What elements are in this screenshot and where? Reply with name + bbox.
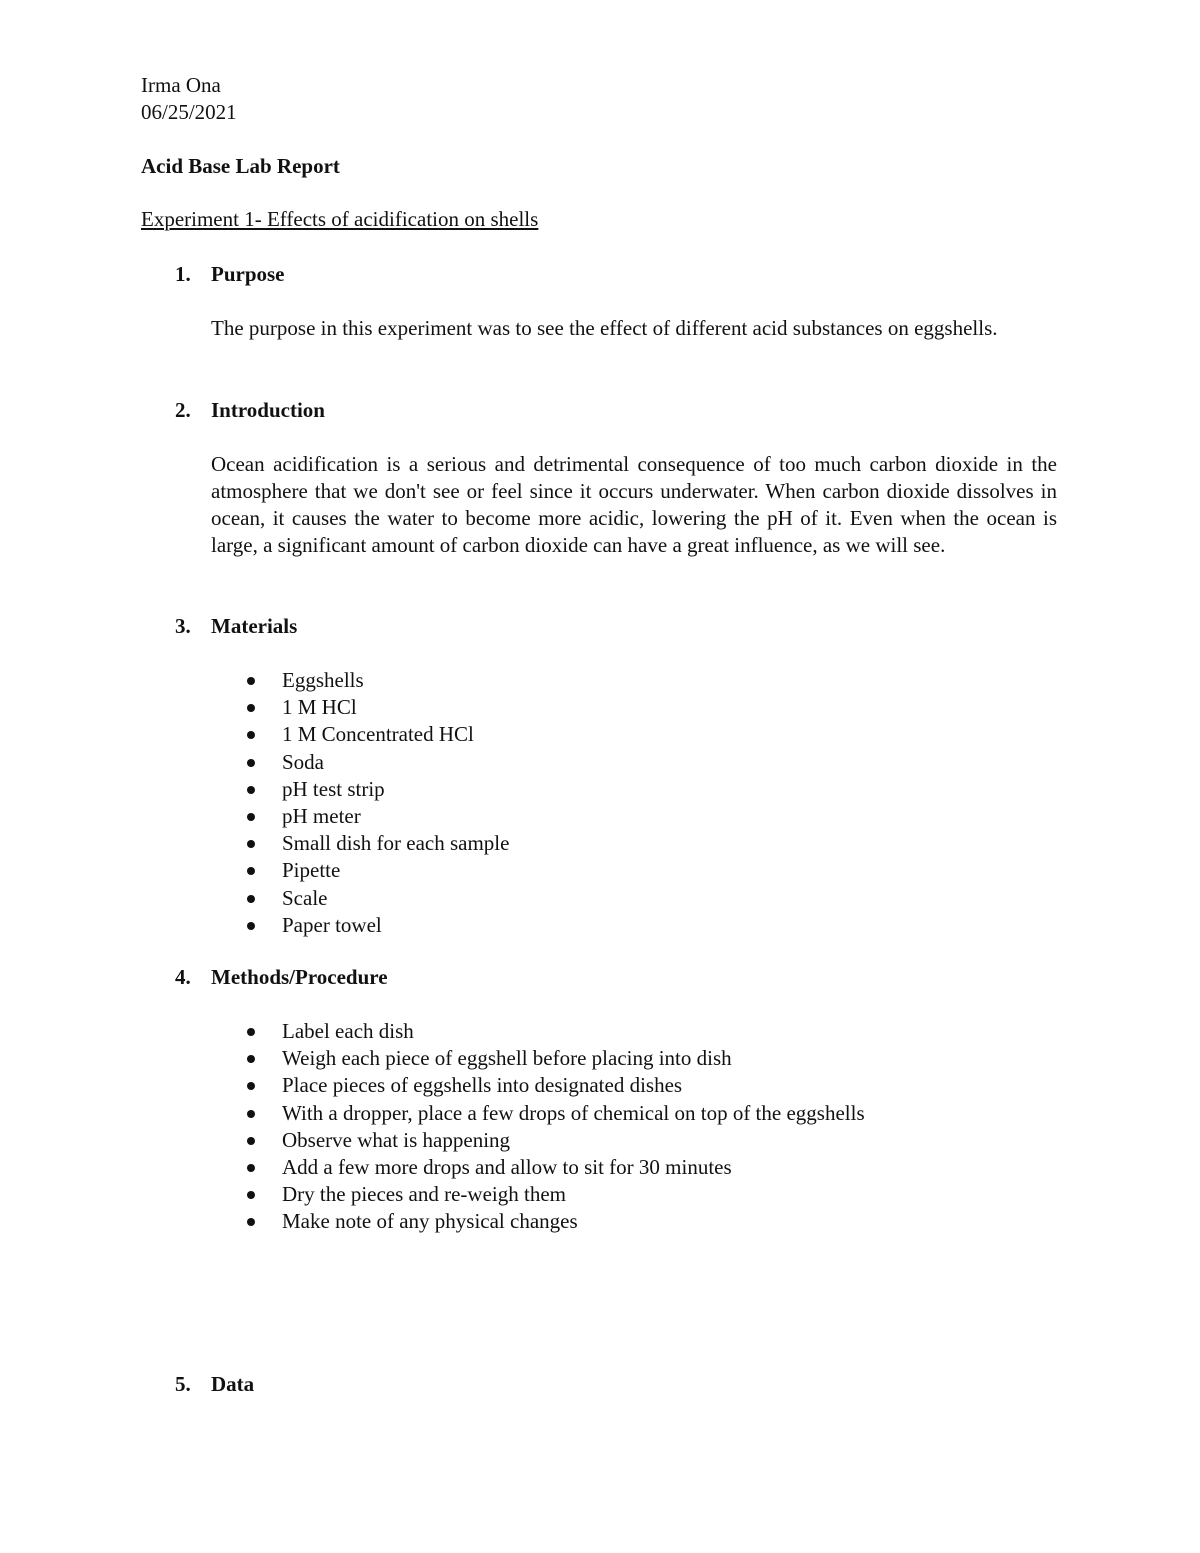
list-item-text: Weigh each piece of eggshell before placing into dish: [282, 1046, 732, 1071]
section-heading-materials: Materials: [211, 614, 298, 638]
list-item-text: Small dish for each sample: [282, 831, 510, 856]
bullet-icon: [247, 867, 255, 875]
bullet-icon: [247, 1055, 255, 1063]
section-heading-data: Data: [211, 1372, 255, 1396]
bullet-icon: [247, 840, 255, 848]
report-date: 06/25/2021: [141, 100, 237, 124]
bullet-icon: [247, 1218, 255, 1226]
list-item-text: Eggshells: [282, 668, 364, 692]
list-item-text: Label each dish: [282, 1019, 414, 1043]
section-number-purpose: 1.: [175, 262, 191, 286]
bullet-icon: [247, 731, 255, 739]
bullet-icon: [247, 759, 255, 767]
bullet-icon: [247, 1191, 255, 1199]
bullet-icon: [247, 786, 255, 794]
section-number-methods: 4.: [175, 965, 191, 989]
section-heading-purpose: Purpose: [211, 262, 285, 286]
experiment-title: Experiment 1- Effects of acidification on shells: [141, 207, 539, 231]
bullet-icon: [247, 813, 255, 821]
section-number-introduction: 2.: [175, 398, 191, 422]
bullet-icon: [247, 1082, 255, 1090]
purpose-paragraph: The purpose in this experiment was to see the effect of different acid substances on eggshells.: [211, 316, 998, 340]
bullet-icon: [247, 922, 255, 930]
author-name: Irma Ona: [141, 73, 221, 97]
list-item-text: Dry the pieces and re-weigh them: [282, 1182, 566, 1207]
section-heading-introduction: Introduction: [211, 398, 325, 422]
list-item-text: Add a few more drops and allow to sit for 30 minutes: [282, 1154, 732, 1179]
section-number-materials: 3.: [175, 614, 191, 638]
report-title: Acid Base Lab Report: [141, 154, 340, 178]
list-item-text: With a dropper, place a few drops of chemical on top of the eggshells: [282, 1100, 865, 1125]
bullet-icon: [247, 677, 255, 685]
section-number-data: 5.: [175, 1372, 191, 1396]
section-heading-methods: Methods/Procedure: [211, 965, 388, 989]
list-item-text: Make note of any physical changes: [282, 1209, 578, 1234]
bullet-icon: [247, 1110, 255, 1118]
list-item-text: 1 M HCl: [282, 695, 357, 720]
bullet-icon: [247, 704, 255, 712]
list-item-text: Scale: [282, 885, 328, 910]
list-item-text: Pipette: [282, 858, 341, 883]
list-item-text: Soda: [282, 749, 324, 774]
list-item-text: Place pieces of eggshells into designated dishes: [282, 1073, 683, 1098]
bullet-icon: [247, 895, 255, 903]
list-item-text: pH test strip: [282, 776, 385, 801]
list-item-text: 1 M Concentrated HCl: [282, 722, 474, 747]
bullet-icon: [247, 1137, 255, 1145]
bullet-icon: [247, 1028, 255, 1036]
list-item-text: pH meter: [282, 803, 361, 828]
introduction-paragraph: Ocean acidification is a serious and detrimental consequence of too much carbon dioxide in the atmosphere that we don't see or feel since it occurs underwater. When carbon dioxide dissolves in ocean, it causes the water to become more acidic, lowering the pH of it. Even when the ocean is large, a significant amount of carbon dioxide can have a great influence, as we will see.: [211, 452, 1057, 557]
list-item-text: Observe what is happening: [282, 1127, 511, 1152]
bullet-icon: [247, 1164, 255, 1172]
list-item-text: Paper towel: [282, 912, 382, 937]
